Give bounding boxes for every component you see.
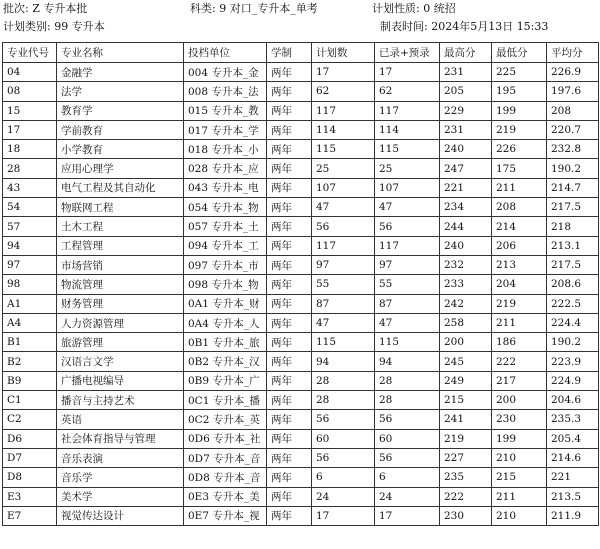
cell-plan-count: 115 xyxy=(312,333,375,352)
cell-min-score: 210 xyxy=(492,506,547,525)
cell-major-code: C1 xyxy=(3,391,57,410)
table-row xyxy=(3,352,599,371)
cell-major-name: 物流管理 xyxy=(57,275,184,294)
cell-admitted-count: 56 xyxy=(375,448,440,467)
cell-plan-count: 28 xyxy=(312,371,375,390)
cell-max-score: 258 xyxy=(440,313,492,332)
cell-min-score: 199 xyxy=(492,429,547,448)
cell-max-score: 231 xyxy=(440,120,492,139)
cell-avg-score: 213.1 xyxy=(547,236,599,255)
cell-avg-score: 218 xyxy=(547,217,599,236)
cell-avg-score: 217.5 xyxy=(547,198,599,217)
cell-plan-count: 62 xyxy=(312,82,375,101)
cell-duration: 两年 xyxy=(267,352,312,371)
cell-major-name: 法学 xyxy=(57,82,184,101)
cell-major-name: 音乐学 xyxy=(57,468,184,487)
cell-max-score: 221 xyxy=(440,178,492,197)
cell-major-code: 08 xyxy=(3,82,57,101)
cell-plan-count: 56 xyxy=(312,410,375,429)
cell-avg-score: 223.9 xyxy=(547,352,599,371)
cell-avg-score: 220.7 xyxy=(547,120,599,139)
cell-max-score: 200 xyxy=(440,333,492,352)
cell-admission-unit: 004 专升本_金 xyxy=(184,63,267,82)
column-header-duration: 学制 xyxy=(267,43,312,63)
cell-avg-score: 217.5 xyxy=(547,255,599,274)
cell-duration: 两年 xyxy=(267,217,312,236)
cell-admission-unit: 0C1 专升本_播 xyxy=(184,391,267,410)
cell-admission-unit: 0B9 专升本_广 xyxy=(184,371,267,390)
cell-min-score: 219 xyxy=(492,294,547,313)
cell-major-code: 54 xyxy=(3,198,57,217)
cell-admission-unit: 097 专升本_市 xyxy=(184,255,267,274)
cell-admission-unit: 0C2 专升本_英 xyxy=(184,410,267,429)
plan-type-label: 计划类别: 99 专升本 xyxy=(3,20,105,33)
cell-admitted-count: 117 xyxy=(375,101,440,120)
table-row xyxy=(3,120,599,139)
cell-admitted-count: 94 xyxy=(375,352,440,371)
cell-major-name: 音乐表演 xyxy=(57,448,184,467)
column-header-admission-unit: 投档单位 xyxy=(184,43,267,63)
cell-duration: 两年 xyxy=(267,178,312,197)
cell-major-name: 播音与主持艺术 xyxy=(57,391,184,410)
cell-min-score: 211 xyxy=(492,313,547,332)
table-row xyxy=(3,159,599,178)
plan-nature-label: 计划性质: 0 统招 xyxy=(372,2,456,15)
cell-min-score: 211 xyxy=(492,178,547,197)
cell-admission-unit: 0A4 专升本_人 xyxy=(184,313,267,332)
cell-max-score: 231 xyxy=(440,63,492,82)
cell-max-score: 245 xyxy=(440,352,492,371)
table-row xyxy=(3,140,599,159)
cell-max-score: 205 xyxy=(440,82,492,101)
cell-duration: 两年 xyxy=(267,63,312,82)
cell-duration: 两年 xyxy=(267,333,312,352)
cell-min-score: 222 xyxy=(492,352,547,371)
table-row xyxy=(3,410,599,429)
cell-plan-count: 28 xyxy=(312,391,375,410)
cell-admission-unit: 0D8 专升本_音 xyxy=(184,468,267,487)
cell-major-name: 财务管理 xyxy=(57,294,184,313)
cell-max-score: 230 xyxy=(440,506,492,525)
cell-duration: 两年 xyxy=(267,275,312,294)
cell-admission-unit: 057 专升本_土 xyxy=(184,217,267,236)
cell-avg-score: 208.6 xyxy=(547,275,599,294)
cell-duration: 两年 xyxy=(267,487,312,506)
cell-duration: 两年 xyxy=(267,506,312,525)
cell-major-name: 土木工程 xyxy=(57,217,184,236)
cell-max-score: 219 xyxy=(440,429,492,448)
table-header-row xyxy=(3,43,599,63)
cell-plan-count: 24 xyxy=(312,487,375,506)
cell-major-name: 工程管理 xyxy=(57,236,184,255)
cell-plan-count: 115 xyxy=(312,140,375,159)
cell-major-name: 视觉传达设计 xyxy=(57,506,184,525)
cell-min-score: 211 xyxy=(492,487,547,506)
table-body xyxy=(3,63,599,526)
column-header-min-score: 最低分 xyxy=(492,43,547,63)
column-header-max-score: 最高分 xyxy=(440,43,492,63)
cell-min-score: 225 xyxy=(492,63,547,82)
cell-duration: 两年 xyxy=(267,391,312,410)
cell-plan-count: 97 xyxy=(312,255,375,274)
cell-plan-count: 17 xyxy=(312,506,375,525)
cell-max-score: 227 xyxy=(440,448,492,467)
cell-max-score: 234 xyxy=(440,198,492,217)
cell-min-score: 199 xyxy=(492,101,547,120)
cell-plan-count: 107 xyxy=(312,178,375,197)
cell-min-score: 204 xyxy=(492,275,547,294)
cell-max-score: 240 xyxy=(440,236,492,255)
cell-plan-count: 47 xyxy=(312,198,375,217)
cell-avg-score: 224.4 xyxy=(547,313,599,332)
cell-avg-score: 190.2 xyxy=(547,333,599,352)
cell-min-score: 206 xyxy=(492,236,547,255)
cell-major-name: 教育学 xyxy=(57,101,184,120)
cell-duration: 两年 xyxy=(267,255,312,274)
cell-plan-count: 55 xyxy=(312,275,375,294)
cell-major-code: B9 xyxy=(3,371,57,390)
cell-major-code: A4 xyxy=(3,313,57,332)
cell-avg-score: 211.9 xyxy=(547,506,599,525)
cell-avg-score: 205.4 xyxy=(547,429,599,448)
cell-max-score: 242 xyxy=(440,294,492,313)
cell-duration: 两年 xyxy=(267,294,312,313)
table-row xyxy=(3,468,599,487)
cell-admitted-count: 17 xyxy=(375,63,440,82)
table-row xyxy=(3,313,599,332)
cell-major-code: 28 xyxy=(3,159,57,178)
cell-admission-unit: 018 专升本_小 xyxy=(184,140,267,159)
cell-major-code: E7 xyxy=(3,506,57,525)
report-time-label: 制表时间: 2024年5月13日 15:33 xyxy=(380,20,549,33)
cell-min-score: 230 xyxy=(492,410,547,429)
batch-label: 批次: Z 专升本批 xyxy=(3,2,88,15)
cell-major-name: 旅游管理 xyxy=(57,333,184,352)
cell-min-score: 213 xyxy=(492,255,547,274)
cell-plan-count: 117 xyxy=(312,101,375,120)
cell-avg-score: 235.3 xyxy=(547,410,599,429)
table-row xyxy=(3,448,599,467)
cell-duration: 两年 xyxy=(267,120,312,139)
cell-major-name: 人力资源管理 xyxy=(57,313,184,332)
cell-plan-count: 117 xyxy=(312,236,375,255)
cell-admitted-count: 25 xyxy=(375,159,440,178)
subject-label: 科类: 9 对口_专升本_单考 xyxy=(190,2,318,15)
table-row xyxy=(3,275,599,294)
table-row xyxy=(3,236,599,255)
cell-duration: 两年 xyxy=(267,448,312,467)
cell-admitted-count: 6 xyxy=(375,468,440,487)
cell-admission-unit: 0E3 专升本_美 xyxy=(184,487,267,506)
cell-major-code: 94 xyxy=(3,236,57,255)
cell-plan-count: 60 xyxy=(312,429,375,448)
cell-major-code: 43 xyxy=(3,178,57,197)
column-header-plan-count: 计划数 xyxy=(312,43,375,63)
cell-plan-count: 114 xyxy=(312,120,375,139)
cell-admission-unit: 0D6 专升本_社 xyxy=(184,429,267,448)
table-row xyxy=(3,371,599,390)
cell-avg-score: 226.9 xyxy=(547,63,599,82)
cell-major-code: B2 xyxy=(3,352,57,371)
cell-admitted-count: 60 xyxy=(375,429,440,448)
table-row xyxy=(3,82,599,101)
cell-avg-score: 232.8 xyxy=(547,140,599,159)
cell-major-code: 15 xyxy=(3,101,57,120)
cell-major-name: 物联网工程 xyxy=(57,198,184,217)
cell-major-name: 学前教育 xyxy=(57,120,184,139)
cell-max-score: 215 xyxy=(440,391,492,410)
cell-plan-count: 17 xyxy=(312,63,375,82)
cell-admitted-count: 115 xyxy=(375,140,440,159)
cell-max-score: 235 xyxy=(440,468,492,487)
cell-max-score: 241 xyxy=(440,410,492,429)
table-row xyxy=(3,217,599,236)
cell-min-score: 210 xyxy=(492,448,547,467)
cell-min-score: 175 xyxy=(492,159,547,178)
cell-duration: 两年 xyxy=(267,236,312,255)
cell-major-code: D7 xyxy=(3,448,57,467)
cell-max-score: 247 xyxy=(440,159,492,178)
cell-admitted-count: 47 xyxy=(375,313,440,332)
cell-admitted-count: 56 xyxy=(375,410,440,429)
cell-duration: 两年 xyxy=(267,371,312,390)
report-header xyxy=(0,0,600,42)
table-row xyxy=(3,333,599,352)
cell-min-score: 200 xyxy=(492,391,547,410)
cell-min-score: 186 xyxy=(492,333,547,352)
cell-admitted-count: 24 xyxy=(375,487,440,506)
cell-duration: 两年 xyxy=(267,313,312,332)
column-header-major-name: 专业名称 xyxy=(57,43,184,63)
cell-admitted-count: 97 xyxy=(375,255,440,274)
cell-admission-unit: 054 专升本_物 xyxy=(184,198,267,217)
cell-avg-score: 213.5 xyxy=(547,487,599,506)
column-header-avg-score: 平均分 xyxy=(547,43,599,63)
cell-duration: 两年 xyxy=(267,468,312,487)
cell-admitted-count: 87 xyxy=(375,294,440,313)
cell-admitted-count: 55 xyxy=(375,275,440,294)
cell-admission-unit: 0A1 专升本_财 xyxy=(184,294,267,313)
cell-major-name: 小学教育 xyxy=(57,140,184,159)
cell-duration: 两年 xyxy=(267,82,312,101)
cell-admitted-count: 115 xyxy=(375,333,440,352)
cell-duration: 两年 xyxy=(267,410,312,429)
cell-major-code: 97 xyxy=(3,255,57,274)
table-row xyxy=(3,294,599,313)
cell-avg-score: 222.5 xyxy=(547,294,599,313)
cell-admission-unit: 094 专升本_工 xyxy=(184,236,267,255)
cell-duration: 两年 xyxy=(267,140,312,159)
cell-major-code: 57 xyxy=(3,217,57,236)
table-row xyxy=(3,198,599,217)
table-row xyxy=(3,487,599,506)
cell-min-score: 226 xyxy=(492,140,547,159)
cell-max-score: 232 xyxy=(440,255,492,274)
cell-max-score: 249 xyxy=(440,371,492,390)
cell-major-name: 电气工程及其自动化 xyxy=(57,178,184,197)
cell-max-score: 222 xyxy=(440,487,492,506)
cell-max-score: 229 xyxy=(440,101,492,120)
cell-major-name: 广播电视编导 xyxy=(57,371,184,390)
cell-min-score: 208 xyxy=(492,198,547,217)
table-row xyxy=(3,429,599,448)
cell-major-name: 金融学 xyxy=(57,63,184,82)
table-row xyxy=(3,101,599,120)
cell-plan-count: 56 xyxy=(312,217,375,236)
cell-admitted-count: 107 xyxy=(375,178,440,197)
cell-major-code: D8 xyxy=(3,468,57,487)
cell-major-code: E3 xyxy=(3,487,57,506)
cell-admission-unit: 098 专升本_物 xyxy=(184,275,267,294)
cell-max-score: 244 xyxy=(440,217,492,236)
cell-avg-score: 214.7 xyxy=(547,178,599,197)
table-row xyxy=(3,506,599,525)
cell-major-code: A1 xyxy=(3,294,57,313)
cell-major-name: 市场营销 xyxy=(57,255,184,274)
cell-min-score: 219 xyxy=(492,120,547,139)
cell-major-name: 英语 xyxy=(57,410,184,429)
cell-min-score: 215 xyxy=(492,468,547,487)
cell-plan-count: 47 xyxy=(312,313,375,332)
cell-min-score: 217 xyxy=(492,371,547,390)
cell-major-name: 汉语言文学 xyxy=(57,352,184,371)
cell-major-code: 98 xyxy=(3,275,57,294)
cell-min-score: 214 xyxy=(492,217,547,236)
cell-avg-score: 197.6 xyxy=(547,82,599,101)
column-header-major-code: 专业代号 xyxy=(3,43,57,63)
cell-admitted-count: 47 xyxy=(375,198,440,217)
column-header-admitted-count: 已录+预录 xyxy=(375,43,440,63)
cell-major-name: 美术学 xyxy=(57,487,184,506)
cell-plan-count: 87 xyxy=(312,294,375,313)
table-row xyxy=(3,255,599,274)
cell-max-score: 233 xyxy=(440,275,492,294)
cell-duration: 两年 xyxy=(267,159,312,178)
cell-admitted-count: 28 xyxy=(375,391,440,410)
cell-avg-score: 214.6 xyxy=(547,448,599,467)
cell-duration: 两年 xyxy=(267,198,312,217)
table-row xyxy=(3,391,599,410)
cell-plan-count: 6 xyxy=(312,468,375,487)
cell-admission-unit: 0D7 专升本_音 xyxy=(184,448,267,467)
cell-admission-unit: 008 专升本_法 xyxy=(184,82,267,101)
cell-min-score: 195 xyxy=(492,82,547,101)
cell-avg-score: 204.6 xyxy=(547,391,599,410)
cell-major-code: 04 xyxy=(3,63,57,82)
cell-admitted-count: 62 xyxy=(375,82,440,101)
cell-avg-score: 221 xyxy=(547,468,599,487)
admission-scores-table xyxy=(2,42,599,526)
cell-major-code: 18 xyxy=(3,140,57,159)
cell-major-code: 17 xyxy=(3,120,57,139)
cell-admitted-count: 117 xyxy=(375,236,440,255)
cell-duration: 两年 xyxy=(267,101,312,120)
cell-major-name: 社会体育指导与管理 xyxy=(57,429,184,448)
cell-avg-score: 224.9 xyxy=(547,371,599,390)
cell-major-code: D6 xyxy=(3,429,57,448)
cell-admission-unit: 0E7 专升本_视 xyxy=(184,506,267,525)
cell-avg-score: 190.2 xyxy=(547,159,599,178)
cell-admission-unit: 0B2 专升本_汉 xyxy=(184,352,267,371)
cell-admission-unit: 043 专升本_电 xyxy=(184,178,267,197)
table-row xyxy=(3,178,599,197)
cell-avg-score: 208 xyxy=(547,101,599,120)
cell-major-code: C2 xyxy=(3,410,57,429)
cell-plan-count: 25 xyxy=(312,159,375,178)
cell-major-name: 应用心理学 xyxy=(57,159,184,178)
cell-admitted-count: 17 xyxy=(375,506,440,525)
cell-admitted-count: 114 xyxy=(375,120,440,139)
cell-admitted-count: 56 xyxy=(375,217,440,236)
cell-major-code: B1 xyxy=(3,333,57,352)
cell-admitted-count: 28 xyxy=(375,371,440,390)
cell-admission-unit: 028 专升本_应 xyxy=(184,159,267,178)
cell-admission-unit: 0B1 专升本_旅 xyxy=(184,333,267,352)
cell-admission-unit: 015 专升本_教 xyxy=(184,101,267,120)
cell-plan-count: 94 xyxy=(312,352,375,371)
cell-admission-unit: 017 专升本_学 xyxy=(184,120,267,139)
cell-plan-count: 56 xyxy=(312,448,375,467)
cell-max-score: 240 xyxy=(440,140,492,159)
table-row xyxy=(3,63,599,82)
cell-duration: 两年 xyxy=(267,429,312,448)
